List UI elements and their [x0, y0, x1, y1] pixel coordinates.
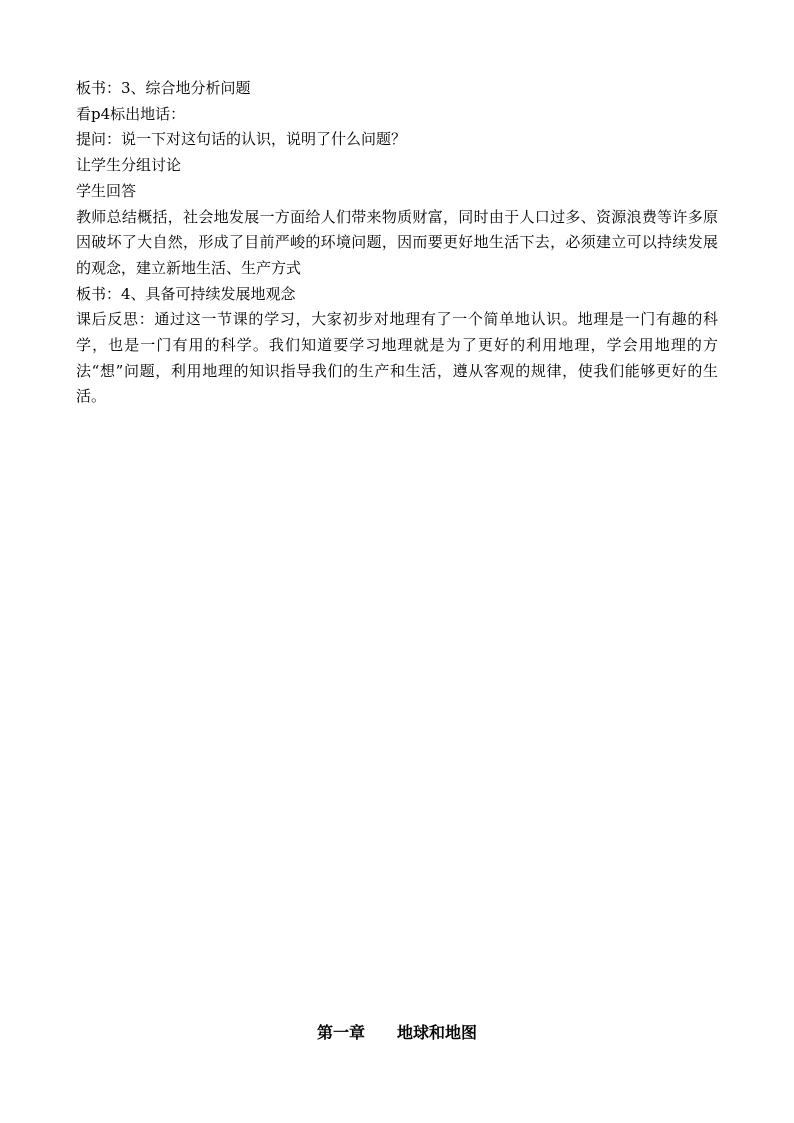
chapter-title: 地球和地图	[397, 1023, 478, 1042]
teacher-summary-paragraph: 教师总结概括，社会地发展一方面给人们带来物质财富，同时由于人口过多、资源浪费等许多原因破坏了大自然，形成了目前严峻的环境问题，因而要更好地生活下去，必须建立可以持续发展的观念，建立新地生活、生产方式	[76, 207, 718, 277]
board-note-4: 板书：4、具备可持续发展地观念	[76, 284, 296, 303]
chapter-number: 第一章	[316, 1023, 365, 1042]
group-discussion-instruction: 让学生分组讨论	[76, 156, 182, 175]
board-note-3: 板书：3、综合地分析问题	[76, 79, 251, 97]
chapter-heading	[0, 1021, 794, 1045]
student-answer-note: 学生回答	[76, 181, 137, 200]
question-prompt: 提问：说一下对这句话的认识，说明了什么问题？	[76, 130, 407, 149]
see-page-4-instruction: 看p4标出地话：	[76, 104, 186, 123]
reflection-paragraph: 课后反思：通过这一节课的学习，大家初步对地理有了一个简单地认识。地理是一门有趣的科学，也是一门有用的科学。我们知道要学习地理就是为了更好的利用地理，学会用地理的方法“想”问题，利用地理的知识指导我们的生产和生活，遵从客观的规律，使我们能够更好的生活。	[76, 310, 718, 406]
document-body	[76, 76, 718, 410]
